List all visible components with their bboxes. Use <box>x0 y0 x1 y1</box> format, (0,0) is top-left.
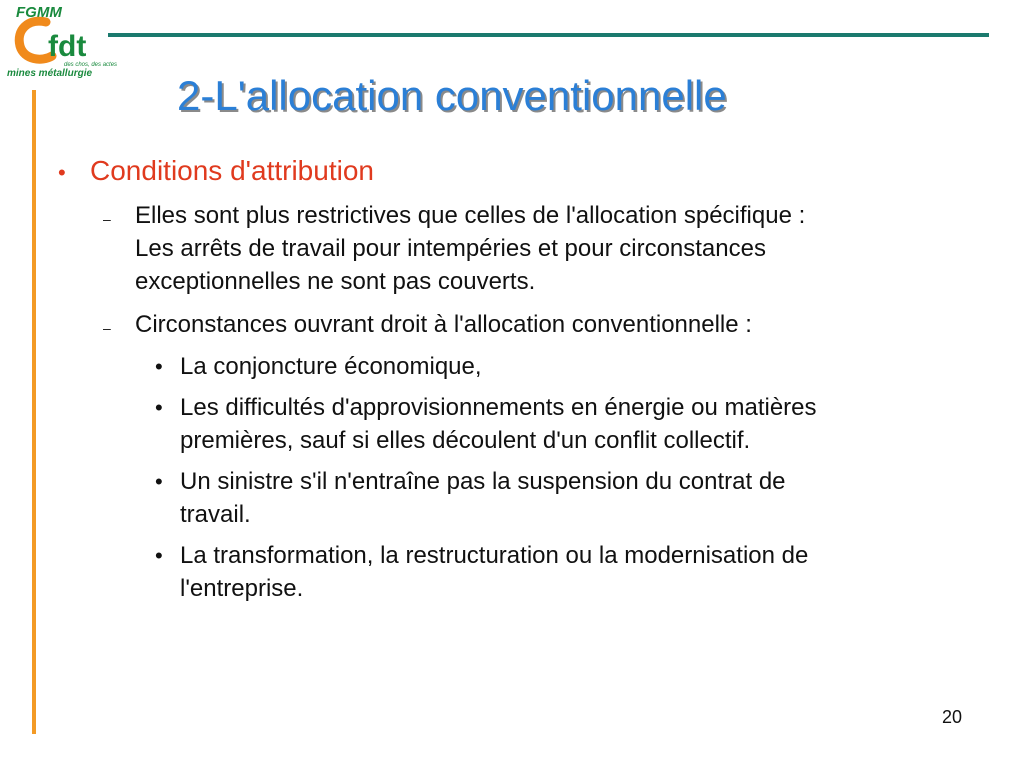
cfdt-logo <box>6 0 118 84</box>
logo-small-text: des chos, des actes <box>64 62 118 68</box>
list-item-line: Les difficultés d'approvisionnements en énergie ou matières <box>180 394 817 421</box>
sub-bullet-line: Les arrêts de travail pour intempéries et pour circonstances <box>135 235 766 262</box>
dash-marker: – <box>103 211 111 227</box>
list-item-line: Un sinistre s'il n'entraîne pas la suspension du contrat de <box>180 468 786 495</box>
dash-marker: – <box>103 320 111 336</box>
page-number: 20 <box>942 707 963 727</box>
list-item-line: l'entreprise. <box>180 575 304 602</box>
svg-text:fdt: fdt <box>48 30 87 63</box>
logo-tagline: mines métallurgie <box>7 68 93 79</box>
side-rule <box>32 90 36 734</box>
bullet-marker: • <box>58 160 66 185</box>
slide-title: 2-L'allocation conventionnelle <box>177 72 727 119</box>
bullet-marker: • <box>155 543 163 568</box>
top-rule <box>108 33 989 37</box>
list-item-line: La transformation, la restructuration ou la modernisation de <box>180 542 809 569</box>
logo-org-text: FGMM <box>16 4 62 21</box>
list-item-line: La conjoncture économique, <box>180 353 482 380</box>
bullet-marker: • <box>155 469 163 494</box>
bullet-marker: • <box>155 395 163 420</box>
sub-bullet-line: exceptionnelles ne sont pas couverts. <box>135 268 536 295</box>
bullet-marker: • <box>155 354 163 379</box>
sub-bullet-line: Elles sont plus restrictives que celles de l'allocation spécifique : <box>135 202 806 229</box>
list-item-line: premières, sauf si elles découlent d'un conflit collectif. <box>180 427 751 454</box>
bullet-heading: Conditions d'attribution <box>90 155 374 186</box>
sub-bullet-line: Circonstances ouvrant droit à l'allocation conventionnelle : <box>135 311 752 338</box>
list-item-line: travail. <box>180 501 251 528</box>
